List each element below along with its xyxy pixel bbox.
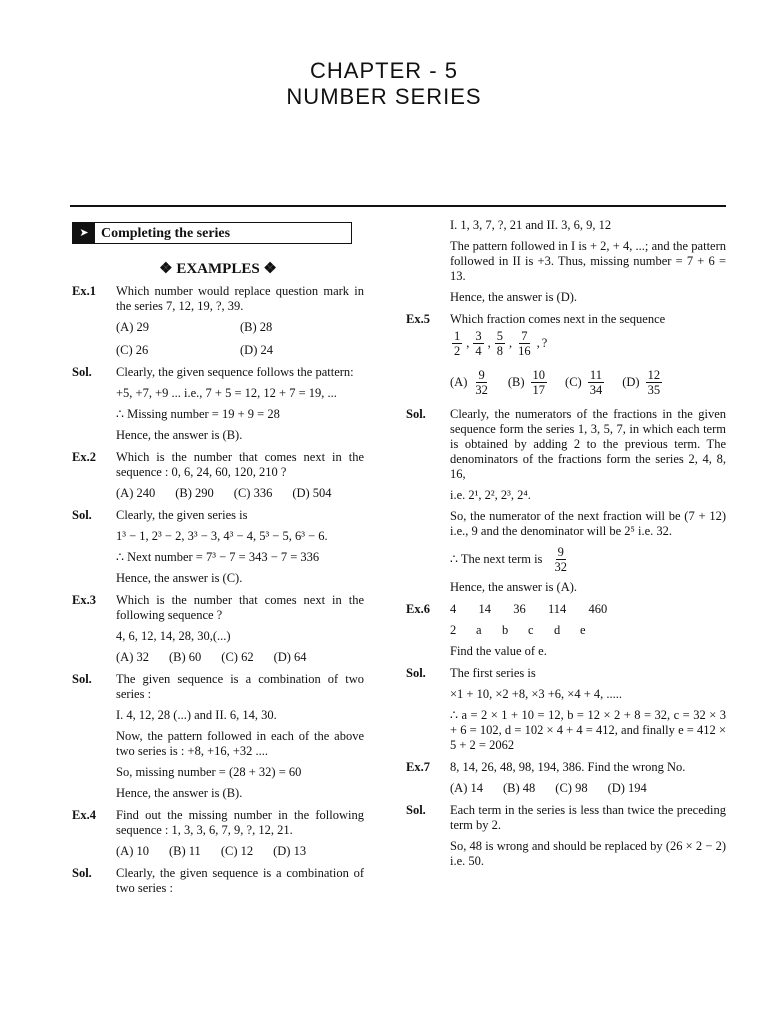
chapter-subtitle: NUMBER SERIES <box>286 84 482 109</box>
question-text: Which fraction comes next in the sequence <box>450 312 666 326</box>
solution-text: Hence, the answer is (A). <box>450 580 578 594</box>
example-label: Ex.7 <box>406 760 430 774</box>
header-rule <box>70 205 726 207</box>
example-label: Ex.6 <box>406 602 430 616</box>
solution-text: Hence, the answer is (B). <box>116 428 243 442</box>
solution-label: Sol. <box>72 365 92 379</box>
example-label: Ex.3 <box>72 593 96 607</box>
option: (D) 504 <box>292 486 332 500</box>
solution-text: Clearly, the given sequence is a combination of two series : <box>116 866 364 895</box>
solution-label: Sol. <box>72 866 92 880</box>
option: (C) 62 <box>221 650 254 664</box>
option: (B) 11 <box>168 844 201 858</box>
fraction: $\frac{7}{16}$ <box>518 329 531 358</box>
next-term-line: ∴ The next term is $\frac{9}{32}$ <box>450 545 567 574</box>
question-text: 8, 14, 26, 48, 98, 194, 386. Find the wrong No. <box>450 760 686 774</box>
solution-3 <box>72 672 364 801</box>
solution-6 <box>406 666 726 753</box>
solution-label: Sol. <box>406 407 426 421</box>
question-text: Find out the missing number in the following sequence : 1, 3, 3, 6, 7, 9, ?, 12, 21. <box>116 808 364 837</box>
solution-text: Hence, the answer is (D). <box>450 290 578 304</box>
fraction-options <box>450 368 726 397</box>
fraction: $\frac{1}{2}$ <box>454 329 461 358</box>
solution-text: So, missing number = (28 + 32) = 60 <box>116 765 302 779</box>
option: (D) 64 <box>273 650 307 664</box>
sequence-end: ? <box>541 336 548 350</box>
solution-4 <box>72 866 364 896</box>
solution-text: The given sequence is a combination of two series : <box>116 672 364 701</box>
solution-text: ∴ a = 2 × 1 + 10 = 12, b = 12 × 2 + 8 = 32, c = 32 × 3 + 6 = 102, d = 102 × 4 + 4 = 412, and finally e = 412 × 5 + 2 = 2062 <box>450 708 726 752</box>
question-text: Which is the number that comes next in the following sequence ? <box>116 593 364 622</box>
example-label: Ex.4 <box>72 808 96 822</box>
option: (B) 28 <box>240 320 273 334</box>
examples-heading: ❖ EXAMPLES ❖ <box>159 261 277 277</box>
solution-text: Now, the pattern followed in each of the above two series is : +8, +16, +32 .... <box>116 729 364 758</box>
option: (A) 14 <box>450 781 483 795</box>
option: (B) $\frac{10}{17}$ <box>507 368 546 397</box>
option: (D) 13 <box>273 844 307 858</box>
solution-label: Sol. <box>406 803 426 817</box>
example-label: Ex.2 <box>72 450 96 464</box>
solution-text: ∴ Next number = 7³ − 7 = 343 − 7 = 336 <box>116 550 320 564</box>
right-column <box>406 218 726 869</box>
example-label: Ex.5 <box>406 312 430 326</box>
option: (A) 32 <box>116 650 149 664</box>
option: (B) 290 <box>175 486 214 500</box>
chapter-title: CHAPTER - 5 <box>310 58 458 83</box>
option: (B) 60 <box>168 650 202 664</box>
example-3 <box>72 593 364 665</box>
example-1 <box>72 284 364 358</box>
series-row-1: 4 14 36 114 460 <box>450 602 608 616</box>
solution-2 <box>72 508 364 586</box>
solution-text: I. 4, 12, 28 (...) and II. 6, 14, 30. <box>116 708 277 722</box>
solution-text: Clearly, the given series is <box>116 508 248 522</box>
section-title: Completing the series <box>101 225 231 241</box>
example-2 <box>72 450 364 501</box>
left-column <box>72 222 364 896</box>
fraction-sequence: $\frac{1}{2}$ , $\frac{3}{4}$ , $\frac{5}{8}$ , $\frac{7}{16}$ , ? <box>454 329 548 358</box>
solution-text: So, the numerator of the next fraction will be (7 + 12) i.e., 9 and the denominator will be 2⁵ i.e. 32. <box>450 509 726 538</box>
solution-label: Sol. <box>406 666 426 680</box>
solution-text: The first series is <box>450 666 536 680</box>
solution-1 <box>72 365 364 443</box>
solution-text: Each term in the series is less than twice the preceding term by 2. <box>450 803 726 832</box>
question-text: Which is the number that comes next in the sequence : 0, 6, 24, 60, 120, 210 ? <box>116 450 364 479</box>
solution-text: I. 1, 3, 7, ?, 21 and II. 3, 6, 9, 12 <box>450 218 612 232</box>
option: (D) 194 <box>607 781 647 795</box>
solution-5 <box>406 407 726 595</box>
solution-text: ×1 + 10, ×2 +8, ×3 +6, ×4 + 4, ..... <box>450 687 623 701</box>
solution-text: The pattern followed in I is + 2, + 4, ...; and the pattern followed in II is +3. Thus, missing number = 7 + 6 = 13. <box>450 239 726 283</box>
question-text: Find the value of e. <box>450 644 547 658</box>
solution-7 <box>406 803 726 869</box>
solution-4-continued <box>406 218 726 305</box>
option: (D) $\frac{12}{35}$ <box>622 368 661 397</box>
fraction: $\frac{5}{8}$ <box>496 329 503 358</box>
example-4 <box>72 808 364 859</box>
section-box <box>72 222 352 244</box>
example-6 <box>406 602 726 659</box>
option: (C) 12 <box>220 844 254 858</box>
solution-text: Clearly, the numerators of the fractions in the given sequence form the series 1, 3, 5, 7, in which each term is obtained by adding 2 to the previous term. The denominators of the fractions form the series 2, 4, 8, 16, <box>450 407 726 481</box>
fraction: $\frac{3}{4}$ <box>475 329 482 358</box>
solution-text: Clearly, the given sequence follows the pattern: <box>116 365 354 379</box>
option: (C) 26 <box>116 343 149 357</box>
solution-text: +5, +7, +9 ... i.e., 7 + 5 = 12, 12 + 7 = 19, ... <box>116 386 337 400</box>
solution-text: i.e. 2¹, 2², 2³, 2⁴. <box>450 488 531 502</box>
solution-text: Hence, the answer is (B). <box>116 786 243 800</box>
option: (A) 10 <box>116 844 149 858</box>
solution-label: Sol. <box>72 508 92 522</box>
series-row-2: 2 a b c d e <box>450 623 586 637</box>
option: (D) 24 <box>240 343 273 357</box>
question-text: Which number would replace question mark in the series 7, 12, 19, ?, 39. <box>116 284 364 313</box>
option: (C) $\frac{11}{34}$ <box>565 368 603 397</box>
solution-text: ∴ Missing number = 19 + 9 = 28 <box>116 407 280 421</box>
arrow-right-icon: ➤ <box>73 223 95 243</box>
solution-text: 1³ − 1, 2³ − 2, 3³ − 3, 4³ − 4, 5³ − 5, 6³ − 6. <box>116 529 328 543</box>
option: (C) 98 <box>555 781 588 795</box>
solution-label: Sol. <box>72 672 92 686</box>
option: (B) 48 <box>502 781 536 795</box>
option: (A) 240 <box>116 486 156 500</box>
sequence-text: 4, 6, 12, 14, 28, 30,(...) <box>116 629 231 643</box>
example-label: Ex.1 <box>72 284 96 298</box>
example-5 <box>406 312 726 397</box>
option: (A) 29 <box>116 320 149 334</box>
option: (A) $\frac{9}{32}$ <box>450 368 488 397</box>
fraction: $\frac{9}{32}$ <box>554 545 567 574</box>
solution-text: Hence, the answer is (C). <box>116 571 243 585</box>
solution-text: So, 48 is wrong and should be replaced by (26 × 2 − 2) i.e. 50. <box>450 839 726 868</box>
option: (C) 336 <box>233 486 273 500</box>
example-7 <box>406 760 726 796</box>
